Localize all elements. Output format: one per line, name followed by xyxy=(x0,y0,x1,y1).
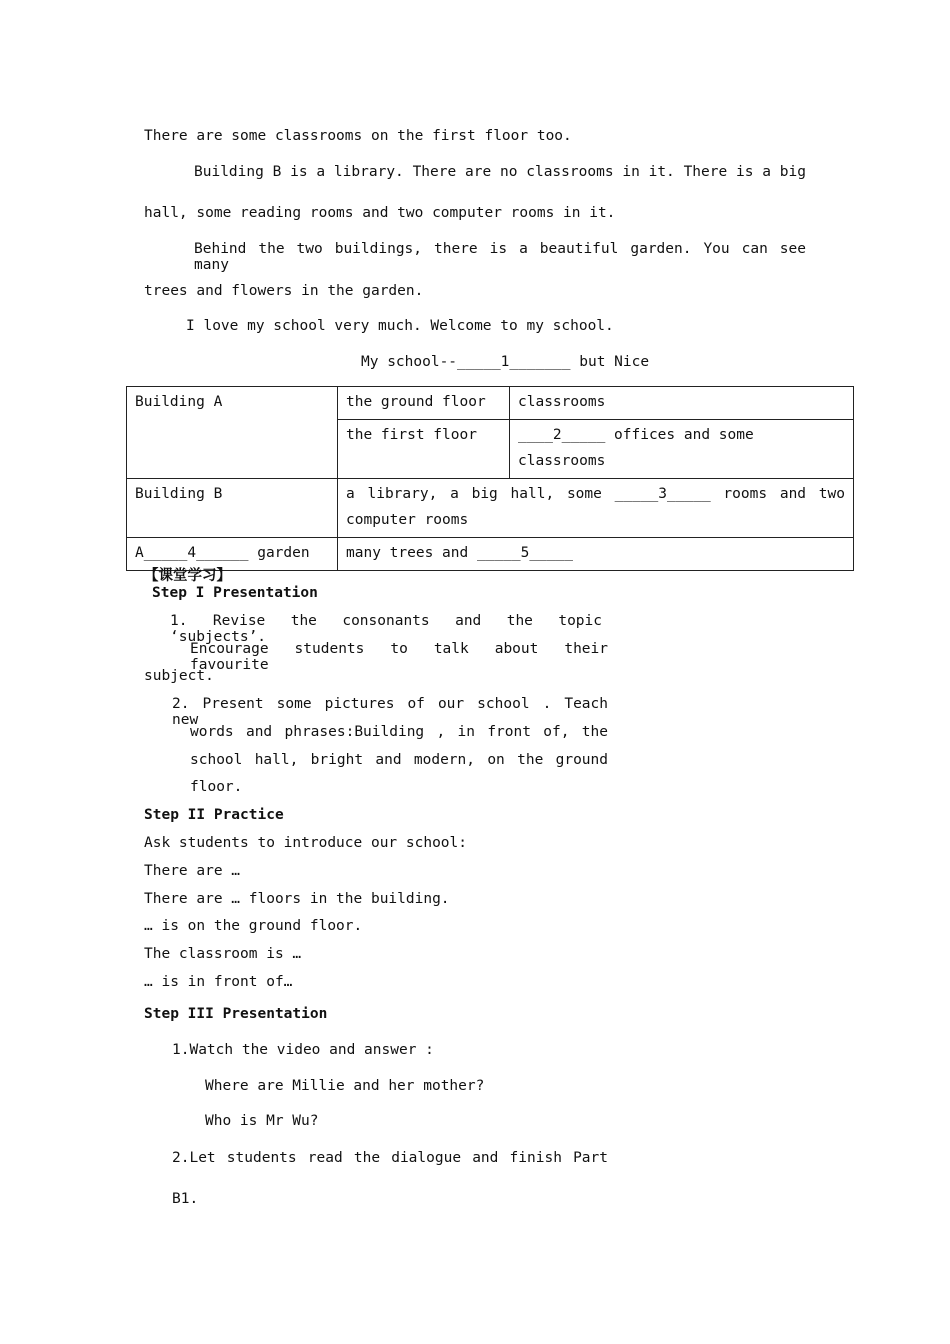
passage-line: There are some classrooms on the first floor too. xyxy=(144,128,572,144)
step-title: Step II Practice xyxy=(144,807,284,823)
practice-line: … is on the ground floor. xyxy=(144,918,363,934)
step-item-line: Encourage students to talk about their favourite xyxy=(190,641,608,673)
table-row xyxy=(127,479,854,538)
practice-line: Ask students to introduce our school: xyxy=(144,835,468,851)
step-item-line: B1. xyxy=(172,1191,199,1207)
school-info-table xyxy=(126,386,854,571)
practice-line: The classroom is … xyxy=(144,946,302,962)
step-item-line: 2. Present some pictures of our school . Teach new xyxy=(172,696,608,728)
practice-line: There are … floors in the building. xyxy=(144,891,450,907)
table-title: My school--_____1_______ but Nice xyxy=(361,354,650,370)
passage-line: trees and flowers in the garden. xyxy=(144,283,424,299)
passage-paragraph-line: Building B is a library. There are no classrooms in it. There is a big xyxy=(194,164,806,180)
table-cell-label: Building A xyxy=(127,387,338,479)
step-title: Step I Presentation xyxy=(152,585,318,601)
step-item-line: 1. Revise the consonants and the topic ‘subjects’. xyxy=(170,613,602,645)
passage-paragraph-line: Behind the two buildings, there is a beautiful garden. You can see many xyxy=(194,241,806,273)
table-cell-floor: the first floor xyxy=(338,420,510,479)
practice-line: … is in front of… xyxy=(144,974,293,990)
table-cell-label: A_____4______ garden xyxy=(127,538,338,571)
step-item-line: words and phrases:Building , in front of, the xyxy=(190,724,608,740)
table-cell-value: many trees and _____5_____ xyxy=(338,538,854,571)
table-cell-value: a library, a big hall, some _____3_____ rooms and two computer rooms xyxy=(338,479,854,538)
step-item-line: school hall, bright and modern, on the ground xyxy=(190,752,608,768)
table-row xyxy=(127,387,854,420)
practice-line: There are … xyxy=(144,863,241,879)
section-heading: 【课堂学习】 xyxy=(144,568,231,584)
question-line: Where are Millie and her mother? xyxy=(205,1078,485,1094)
table-cell-label: Building B xyxy=(127,479,338,538)
table-cell-value: classrooms xyxy=(510,387,854,420)
step-item-line: subject. xyxy=(144,668,214,684)
table-row xyxy=(127,538,854,571)
passage-line: hall, some reading rooms and two computer rooms in it. xyxy=(144,205,616,221)
passage-line: I love my school very much. Welcome to my school. xyxy=(186,318,614,334)
table-cell-floor: the ground floor xyxy=(338,387,510,420)
question-line: Who is Mr Wu? xyxy=(205,1113,319,1129)
step-item-line: 1.Watch the video and answer : xyxy=(172,1042,434,1058)
step-item-line: floor. xyxy=(190,779,243,795)
step-item-line: 2.Let students read the dialogue and finish Part xyxy=(172,1150,608,1166)
table-cell-value: ____2_____ offices and some classrooms xyxy=(510,420,854,479)
step-title: Step III Presentation xyxy=(144,1006,328,1022)
